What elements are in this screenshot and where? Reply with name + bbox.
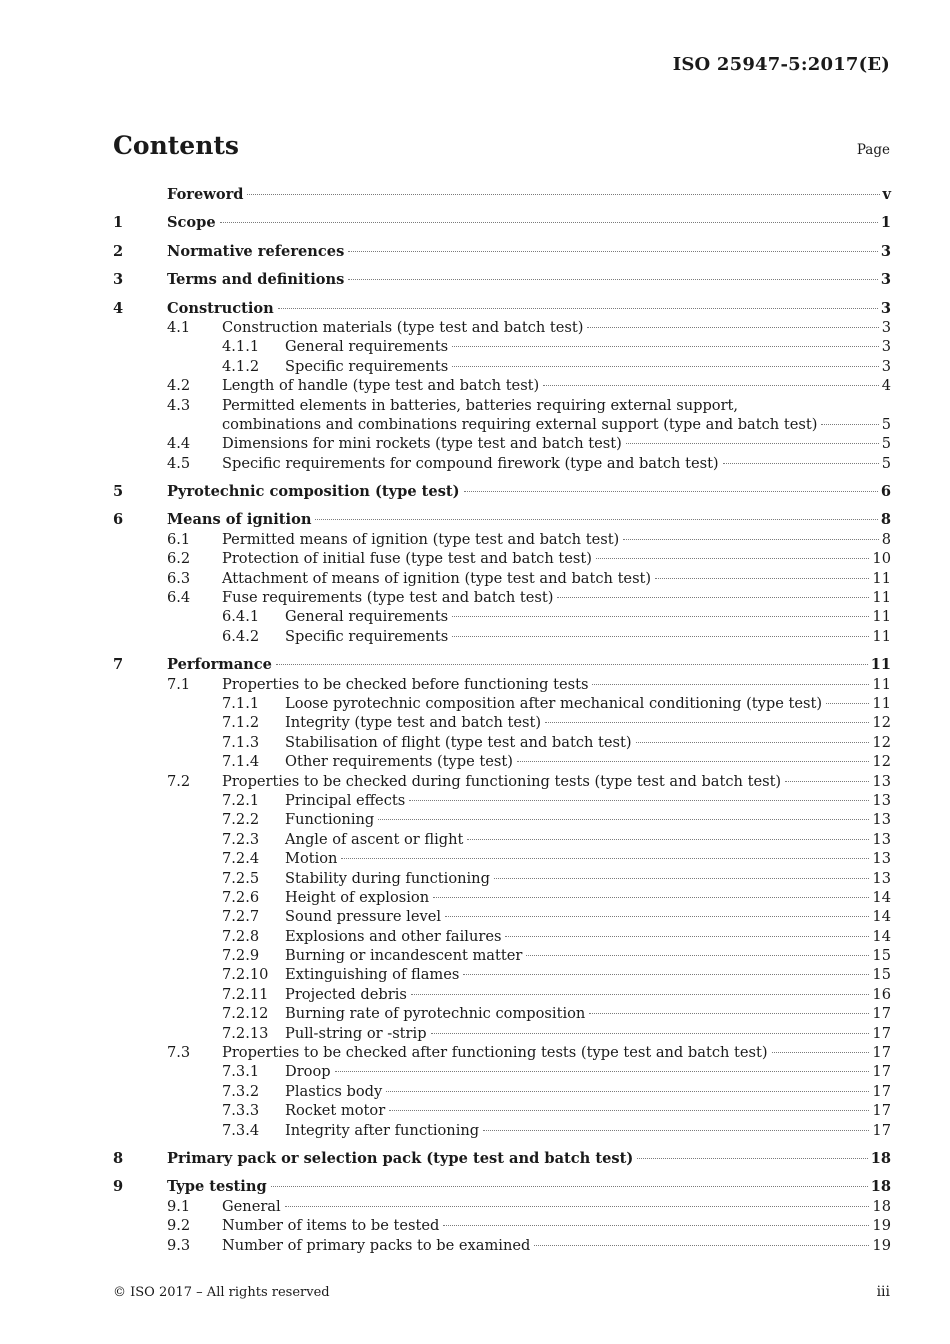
toc-entry-title: Foreword [167,186,244,203]
dot-leader [636,742,870,743]
toc-entry-page: 3 [881,357,891,375]
toc-entry-page: 6 [880,483,891,501]
toc-entry-page: 16 [872,985,891,1003]
toc-entry[interactable] [113,357,891,376]
toc-entry-number: 7.1.3 [222,733,260,751]
toc-entry[interactable] [113,1004,891,1023]
toc-entry-number: 4.5 [167,454,191,472]
dot-leader [452,346,879,347]
dot-leader [626,443,879,444]
toc-entry-title: Projected debris [285,985,407,1003]
toc-entry-title: Length of handle (type test and batch test) [222,377,540,395]
toc-entry[interactable] [113,376,891,395]
toc-entry-number: 7.2.4 [222,850,260,868]
toc-entry-title: Permitted elements in batteries, batteries requiring external support, [222,396,739,414]
toc-entry-title: Specific requirements for compound firework (type and batch test) [222,454,719,472]
toc-entry[interactable] [113,318,891,337]
toc-entry-title: Performance [167,656,272,674]
toc-entry-title: Dimensions for mini rockets (type test and batch test) [222,435,622,453]
toc-entry[interactable] [113,1216,891,1235]
dot-leader [655,578,869,579]
toc-entry-number: 7.2.10 [222,966,269,984]
toc-entry-title: Specific requirements [285,357,449,375]
dot-leader [589,1013,869,1014]
toc-entry-number: 7.2.2 [222,811,260,829]
dot-leader [545,722,869,723]
dot-leader [543,385,878,386]
toc-entry-number: 6.3 [167,569,191,587]
toc-entry-page: 13 [872,869,891,887]
dot-leader [271,1186,868,1187]
toc-entry[interactable] [113,607,891,626]
toc-entry-title: Burning or incandescent matter [285,947,523,965]
toc-entry-number: 4.2 [167,377,191,395]
toc-entry-page: 14 [872,927,891,945]
toc-entry[interactable] [113,434,891,453]
dot-leader [517,761,869,762]
toc-entry[interactable] [113,510,891,529]
toc-entry-title: General requirements [285,338,449,356]
toc-entry-number: 5 [113,483,124,501]
dot-leader [494,878,870,879]
toc-entry[interactable] [113,694,891,713]
toc-entry[interactable] [113,627,891,646]
toc-entry-number: 7.2.11 [222,985,269,1003]
toc-entry[interactable] [113,270,891,289]
toc-entry-title: Construction materials (type test and batch test) [222,318,584,336]
toc-entry[interactable] [113,1043,891,1062]
document-id: ISO 25947-5:2017(E) [672,54,890,75]
dot-leader [826,703,869,704]
toc-entry-number: 7.2.5 [222,869,260,887]
toc-entry-number: 7.1.1 [222,694,260,712]
toc-entry-number: 7.1.4 [222,753,260,771]
toc-entry[interactable] [113,549,891,568]
toc-entry-number: 7.3.4 [222,1121,260,1139]
toc-entry-title: combinations and combinations requiring external support (type and batch test) [222,415,818,433]
toc-entry[interactable] [113,655,891,674]
dot-leader [785,781,869,782]
toc-entry-number: 7.2.12 [222,1005,269,1023]
toc-entry-number: 2 [113,242,124,260]
toc-entry-number: 7.3.1 [222,1063,260,1081]
dot-leader [386,1091,869,1092]
toc-entry-page: 17 [872,1063,891,1081]
page-title: Contents [113,131,240,160]
toc-entry-title: Scope [167,214,216,232]
toc-entry-number: 4.1 [167,318,191,336]
dot-leader [335,1071,870,1072]
toc-entry[interactable] [113,907,891,926]
dot-leader [348,251,878,252]
toc-entry-title: Droop [285,1063,331,1081]
toc-entry-number: 6.4.2 [222,627,260,645]
toc-entry-title: Stabilisation of flight (type test and batch test) [285,733,632,751]
toc-entry-page: 11 [870,656,891,674]
toc-entry-number: 7.2.13 [222,1024,269,1042]
toc-entry-number: 9 [113,1178,124,1196]
toc-entry-number: 7.1 [167,675,191,693]
toc-entry[interactable] [113,869,891,888]
toc-entry-title: Plastics body [285,1082,383,1100]
dot-leader [278,308,878,309]
dot-leader [431,1033,870,1034]
toc-entry-page: 1 [880,214,891,232]
toc-entry-number: 7.2.1 [222,791,260,809]
toc-entry[interactable] [113,1024,891,1043]
toc-entry-title: Properties to be checked during functioning tests (type test and batch test) [222,772,782,790]
toc-entry[interactable] [113,1101,891,1120]
dot-leader [411,994,870,995]
toc-entry[interactable] [113,830,891,849]
toc-entry-page: 13 [872,791,891,809]
toc-entry[interactable] [113,849,891,868]
toc-entry-title: Stability during functioning [285,869,490,887]
dot-leader [247,194,879,195]
toc-entry-page: 17 [872,1102,891,1120]
toc-entry-page: 12 [872,733,891,751]
toc-entry-page: 13 [872,850,891,868]
toc-entry-number: 6 [113,511,124,529]
toc-entry-page: 17 [872,1005,891,1023]
toc-entry-page: 5 [881,454,891,472]
toc-entry[interactable] [113,530,891,549]
toc-entry[interactable] [113,185,891,204]
toc-entry-number: 4.1.2 [222,357,260,375]
toc-entry-page: 15 [872,966,891,984]
dot-leader [467,839,869,840]
dot-leader [463,974,869,975]
dot-leader [821,424,878,425]
toc-entry-title: Extinguishing of flames [285,966,460,984]
toc-entry-number: 8 [113,1149,124,1167]
dot-leader [348,279,877,280]
toc-entry-page: 11 [872,675,891,693]
dot-leader [534,1245,869,1246]
toc-entry-number: 7.2.8 [222,927,260,945]
dot-leader [445,916,869,917]
toc-entry[interactable] [113,569,891,588]
toc-entry[interactable] [113,675,891,694]
dot-leader [623,539,878,540]
toc-entry-number: 9.2 [167,1217,191,1235]
toc-entry-title: Integrity (type test and batch test) [285,714,542,732]
toc-entry[interactable] [113,713,891,732]
toc-entry-page: 12 [872,753,891,771]
toc-entry-title: Height of explosion [285,888,430,906]
toc-entry[interactable] [113,965,891,984]
toc-entry-number: 4.1.1 [222,338,260,356]
dot-leader [483,1130,869,1131]
toc-entry-page: 14 [872,908,891,926]
toc-entry-title: Functioning [285,811,375,829]
toc-entry-title: General requirements [285,608,449,626]
toc-entry-page: 13 [872,811,891,829]
toc-entry-number: 7.1.2 [222,714,260,732]
toc-entry-page: 3 [881,318,891,336]
toc-entry-title: Properties to be checked after functioning tests (type test and batch test) [222,1044,768,1062]
copyright-notice: © ISO 2017 – All rights reserved [113,1285,330,1300]
dot-leader [341,858,869,859]
dot-leader [592,684,869,685]
toc-entry-title: Pull-string or -strip [285,1024,427,1042]
toc-entry-title: Permitted means of ignition (type test and batch test) [222,530,620,548]
toc-entry-title: Sound pressure level [285,908,441,926]
dot-leader [464,491,878,492]
toc-entry-continuation[interactable] [113,415,891,434]
toc-entry-title: Burning rate of pyrotechnic composition [285,1005,586,1023]
dot-leader [637,1158,867,1159]
toc-entry-page: 8 [881,530,891,548]
toc-entry-number: 7.3.3 [222,1102,260,1120]
toc-entry-number: 1 [113,214,124,232]
dot-leader [596,558,869,559]
toc-entry-title: Attachment of means of ignition (type test and batch test) [222,569,652,587]
toc-entry-title: Principal effects [285,791,406,809]
dot-leader [452,616,869,617]
dot-leader [443,1225,869,1226]
toc-entry-title: Type testing [167,1178,267,1196]
toc-entry[interactable] [113,454,891,473]
dot-leader [772,1052,870,1053]
toc-entry-number: 7.3 [167,1044,191,1062]
dot-leader [723,463,879,464]
toc-entry-title: Normative references [167,242,345,260]
toc-entry-page: 5 [881,435,891,453]
dot-leader [433,897,869,898]
toc-entry-page: 19 [872,1236,891,1254]
toc-entry-page: 17 [872,1044,891,1062]
toc-entry[interactable] [113,1177,891,1196]
toc-entry-page: 8 [880,511,891,529]
toc-entry[interactable] [113,588,891,607]
toc-entry-title: General [222,1197,281,1215]
toc-entry-page: 14 [872,888,891,906]
toc-entry-page: 13 [872,830,891,848]
toc-entry-number: 9.1 [167,1197,191,1215]
dot-leader [276,664,868,665]
toc-entry-page: 3 [881,338,891,356]
toc-entry-number: 4 [113,299,124,317]
toc-entry-title: Properties to be checked before functioning tests [222,675,589,693]
toc-entry[interactable] [113,299,891,318]
toc-entry-title: Means of ignition [167,511,312,529]
toc-entry-page: 11 [872,569,891,587]
toc-entry[interactable] [113,1197,891,1216]
toc-entry-page: 18 [870,1178,891,1196]
toc-entry-page: 11 [872,589,891,607]
toc-entry-page: 3 [880,271,891,289]
toc-entry-page: 19 [872,1217,891,1235]
dot-leader [505,936,869,937]
toc-entry-page: 11 [872,694,891,712]
toc-entry[interactable] [113,733,891,752]
page-column-label: Page [856,142,890,158]
toc-entry-number: 6.2 [167,550,191,568]
toc-entry[interactable] [113,752,891,771]
toc-entry-page: 3 [880,299,891,317]
toc-entry[interactable] [113,1236,891,1255]
toc-entry[interactable] [113,791,891,810]
dot-leader [315,519,877,520]
page-number: iii [876,1284,890,1300]
toc-entry[interactable] [113,1121,891,1140]
toc-entry-title: Motion [285,850,338,868]
toc-entry-number: 6.4.1 [222,608,260,626]
toc-entry-page: 18 [870,1149,891,1167]
toc-entry-page: 17 [872,1024,891,1042]
toc-entry-title: Angle of ascent or flight [285,830,464,848]
toc-entry-page: 13 [872,772,891,790]
toc-entry-title: Specific requirements [285,627,449,645]
dot-leader [526,955,869,956]
toc-entry-page: 4 [881,377,891,395]
dot-leader [452,366,878,367]
toc-entry[interactable] [113,946,891,965]
toc-entry[interactable] [113,396,891,415]
toc-entry-number: 3 [113,271,124,289]
table-of-contents [113,185,891,1255]
toc-entry-title: Protection of initial fuse (type test and batch test) [222,550,592,568]
toc-entry-page: 11 [872,608,891,626]
toc-entry-page: v [882,186,891,203]
toc-entry-number: 7.2.9 [222,947,260,965]
toc-entry[interactable] [113,772,891,791]
toc-entry-title: Pyrotechnic composition (type test) [167,483,460,501]
toc-entry-title: Integrity after functioning [285,1121,480,1139]
toc-entry[interactable] [113,888,891,907]
toc-entry[interactable] [113,927,891,946]
toc-entry-page: 18 [872,1197,891,1215]
toc-entry[interactable] [113,213,891,232]
toc-entry[interactable] [113,482,891,501]
dot-leader [378,819,869,820]
toc-entry-number: 4.3 [167,396,191,414]
toc-entry-page: 3 [880,242,891,260]
toc-entry-number: 6.4 [167,589,191,607]
toc-entry-page: 11 [872,627,891,645]
dot-leader [587,327,878,328]
toc-entry-title: Other requirements (type test) [285,753,513,771]
toc-entry[interactable] [113,337,891,356]
toc-entry-number: 7.2.6 [222,888,260,906]
dot-leader [389,1110,869,1111]
dot-leader [452,636,869,637]
dot-leader [409,800,869,801]
dot-leader [220,222,878,223]
toc-entry-title: Fuse requirements (type test and batch test) [222,589,554,607]
toc-entry-number: 7.2 [167,772,191,790]
toc-entry[interactable] [113,1082,891,1101]
toc-entry-page: 10 [872,550,891,568]
toc-entry-title: Rocket motor [285,1102,386,1120]
toc-entry[interactable] [113,985,891,1004]
toc-entry-page: 15 [872,947,891,965]
toc-entry[interactable] [113,810,891,829]
toc-entry-title: Construction [167,299,274,317]
toc-entry-number: 7.2.7 [222,908,260,926]
dot-leader [285,1206,870,1207]
toc-entry-title: Primary pack or selection pack (type test and batch test) [167,1149,634,1167]
toc-entry-page: 17 [872,1082,891,1100]
toc-entry-page: 17 [872,1121,891,1139]
toc-entry-title: Number of primary packs to be examined [222,1236,531,1254]
toc-entry-title: Loose pyrotechnic composition after mechanical conditioning (type test) [285,694,823,712]
toc-entry-page: 12 [872,714,891,732]
toc-entry-title: Explosions and other failures [285,927,502,945]
toc-entry[interactable] [113,242,891,261]
toc-entry-number: 6.1 [167,530,191,548]
toc-entry[interactable] [113,1062,891,1081]
toc-entry-number: 4.4 [167,435,191,453]
dot-leader [557,597,869,598]
toc-entry-title: Number of items to be tested [222,1217,440,1235]
toc-entry-page: 5 [881,415,891,433]
toc-entry-number: 9.3 [167,1236,191,1254]
toc-entry[interactable] [113,1149,891,1168]
toc-entry-number: 7 [113,656,124,674]
toc-entry-title: Terms and definitions [167,271,345,289]
toc-entry-number: 7.2.3 [222,830,260,848]
toc-entry-number: 7.3.2 [222,1082,260,1100]
